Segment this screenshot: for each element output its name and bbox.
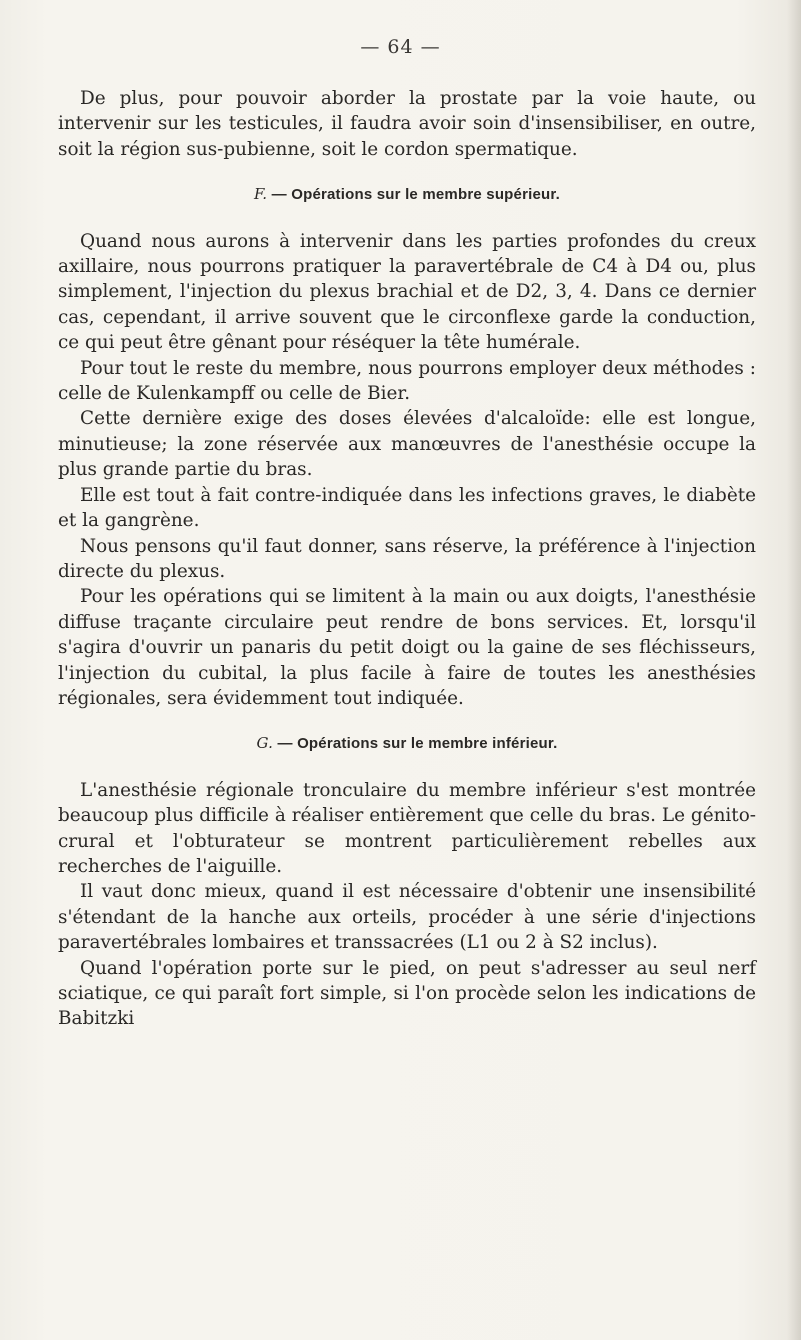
section-g-heading [58, 731, 756, 756]
intro-paragraph: De plus, pour pouvoir aborder la prostate par la voie haute, ou intervenir sur les testicules, il faudra avoir soin d'insensibiliser, en outre, soit la région sus-pubienne, soit le cordon spermatique. [58, 88, 756, 160]
section-g-paragraph: Il vaut donc mieux, quand il est nécessaire d'obtenir une insensibilité s'étendant de la hanche aux orteils, procéder à une série d'injections paravertébrales lombaires et transsacrées (L1 ou 2 à S2 inclus). [58, 881, 756, 954]
section-f-paragraph: Pour tout le reste du membre, nous pourrons employer deux méthodes : celle de Kulenkampff ou celle de Bier. [58, 357, 756, 405]
section-g-title: — Opérations sur le membre inférieur. [277, 735, 558, 753]
section-f-heading [58, 182, 756, 207]
section-f-paragraph: Elle est tout à fait contre-indiquée dans les infections graves, le diabète et la gangrène. [58, 484, 756, 532]
section-f-paragraph: Nous pensons qu'il faut donner, sans réserve, la préférence à l'injection directe du plexus. [58, 535, 756, 582]
section-g-letter: G. [256, 734, 274, 753]
section-g-paragraph: L'anesthésie régionale tronculaire du membre inférieur s'est montrée beaucoup plus difficile à réaliser entièrement que celle du bras. Le génito-crural et l'obturateur se montrent particulièrement rebelles aux recherches de l'aiguille. [58, 779, 756, 877]
section-f-letter: F. [254, 185, 268, 204]
section-f-paragraph: Pour les opérations qui se limitent à la main ou aux doigts, l'anesthésie diffuse traçante circulaire peut rendre de bons services. Et, lorsqu'il s'agira d'ouvrir un panaris du petit doigt ou la gaine de ses fléchisseurs, l'injection du cubital, la plus facile à faire de toutes les anesthésies régionales, sera évidemment tout indiquée. [58, 586, 756, 709]
section-f-paragraph: Cette dernière exige des doses élevées d'alcaloïde: elle est longue, minutieuse; la zone réservée aux manœuvres de l'anesthésie occupe la plus grande partie du bras. [58, 408, 756, 481]
page-number: — 64 — [360, 36, 441, 58]
section-f-paragraph: Quand nous aurons à intervenir dans les parties profondes du creux axillaire, nous pourrons pratiquer la paravertébrale de C4 à D4 ou, plus simplement, l'injection du plexus brachial et de D2, 3, 4. Dans ce dernier cas, cependant, il arrive souvent que le circonflexe garde la conduction, ce qui peut être gênant pour réséquer la tête humérale. [58, 230, 756, 354]
section-g-paragraph: Quand l'opération porte sur le pied, on peut s'adresser au seul nerf sciatique, ce qui paraît fort simple, si l'on procède selon les indications de Babitzki [58, 957, 756, 1030]
page-edge-shadow [787, 0, 801, 1340]
body-text [58, 86, 756, 1032]
section-f-title: — Opérations sur le membre supérieur. [271, 186, 560, 204]
